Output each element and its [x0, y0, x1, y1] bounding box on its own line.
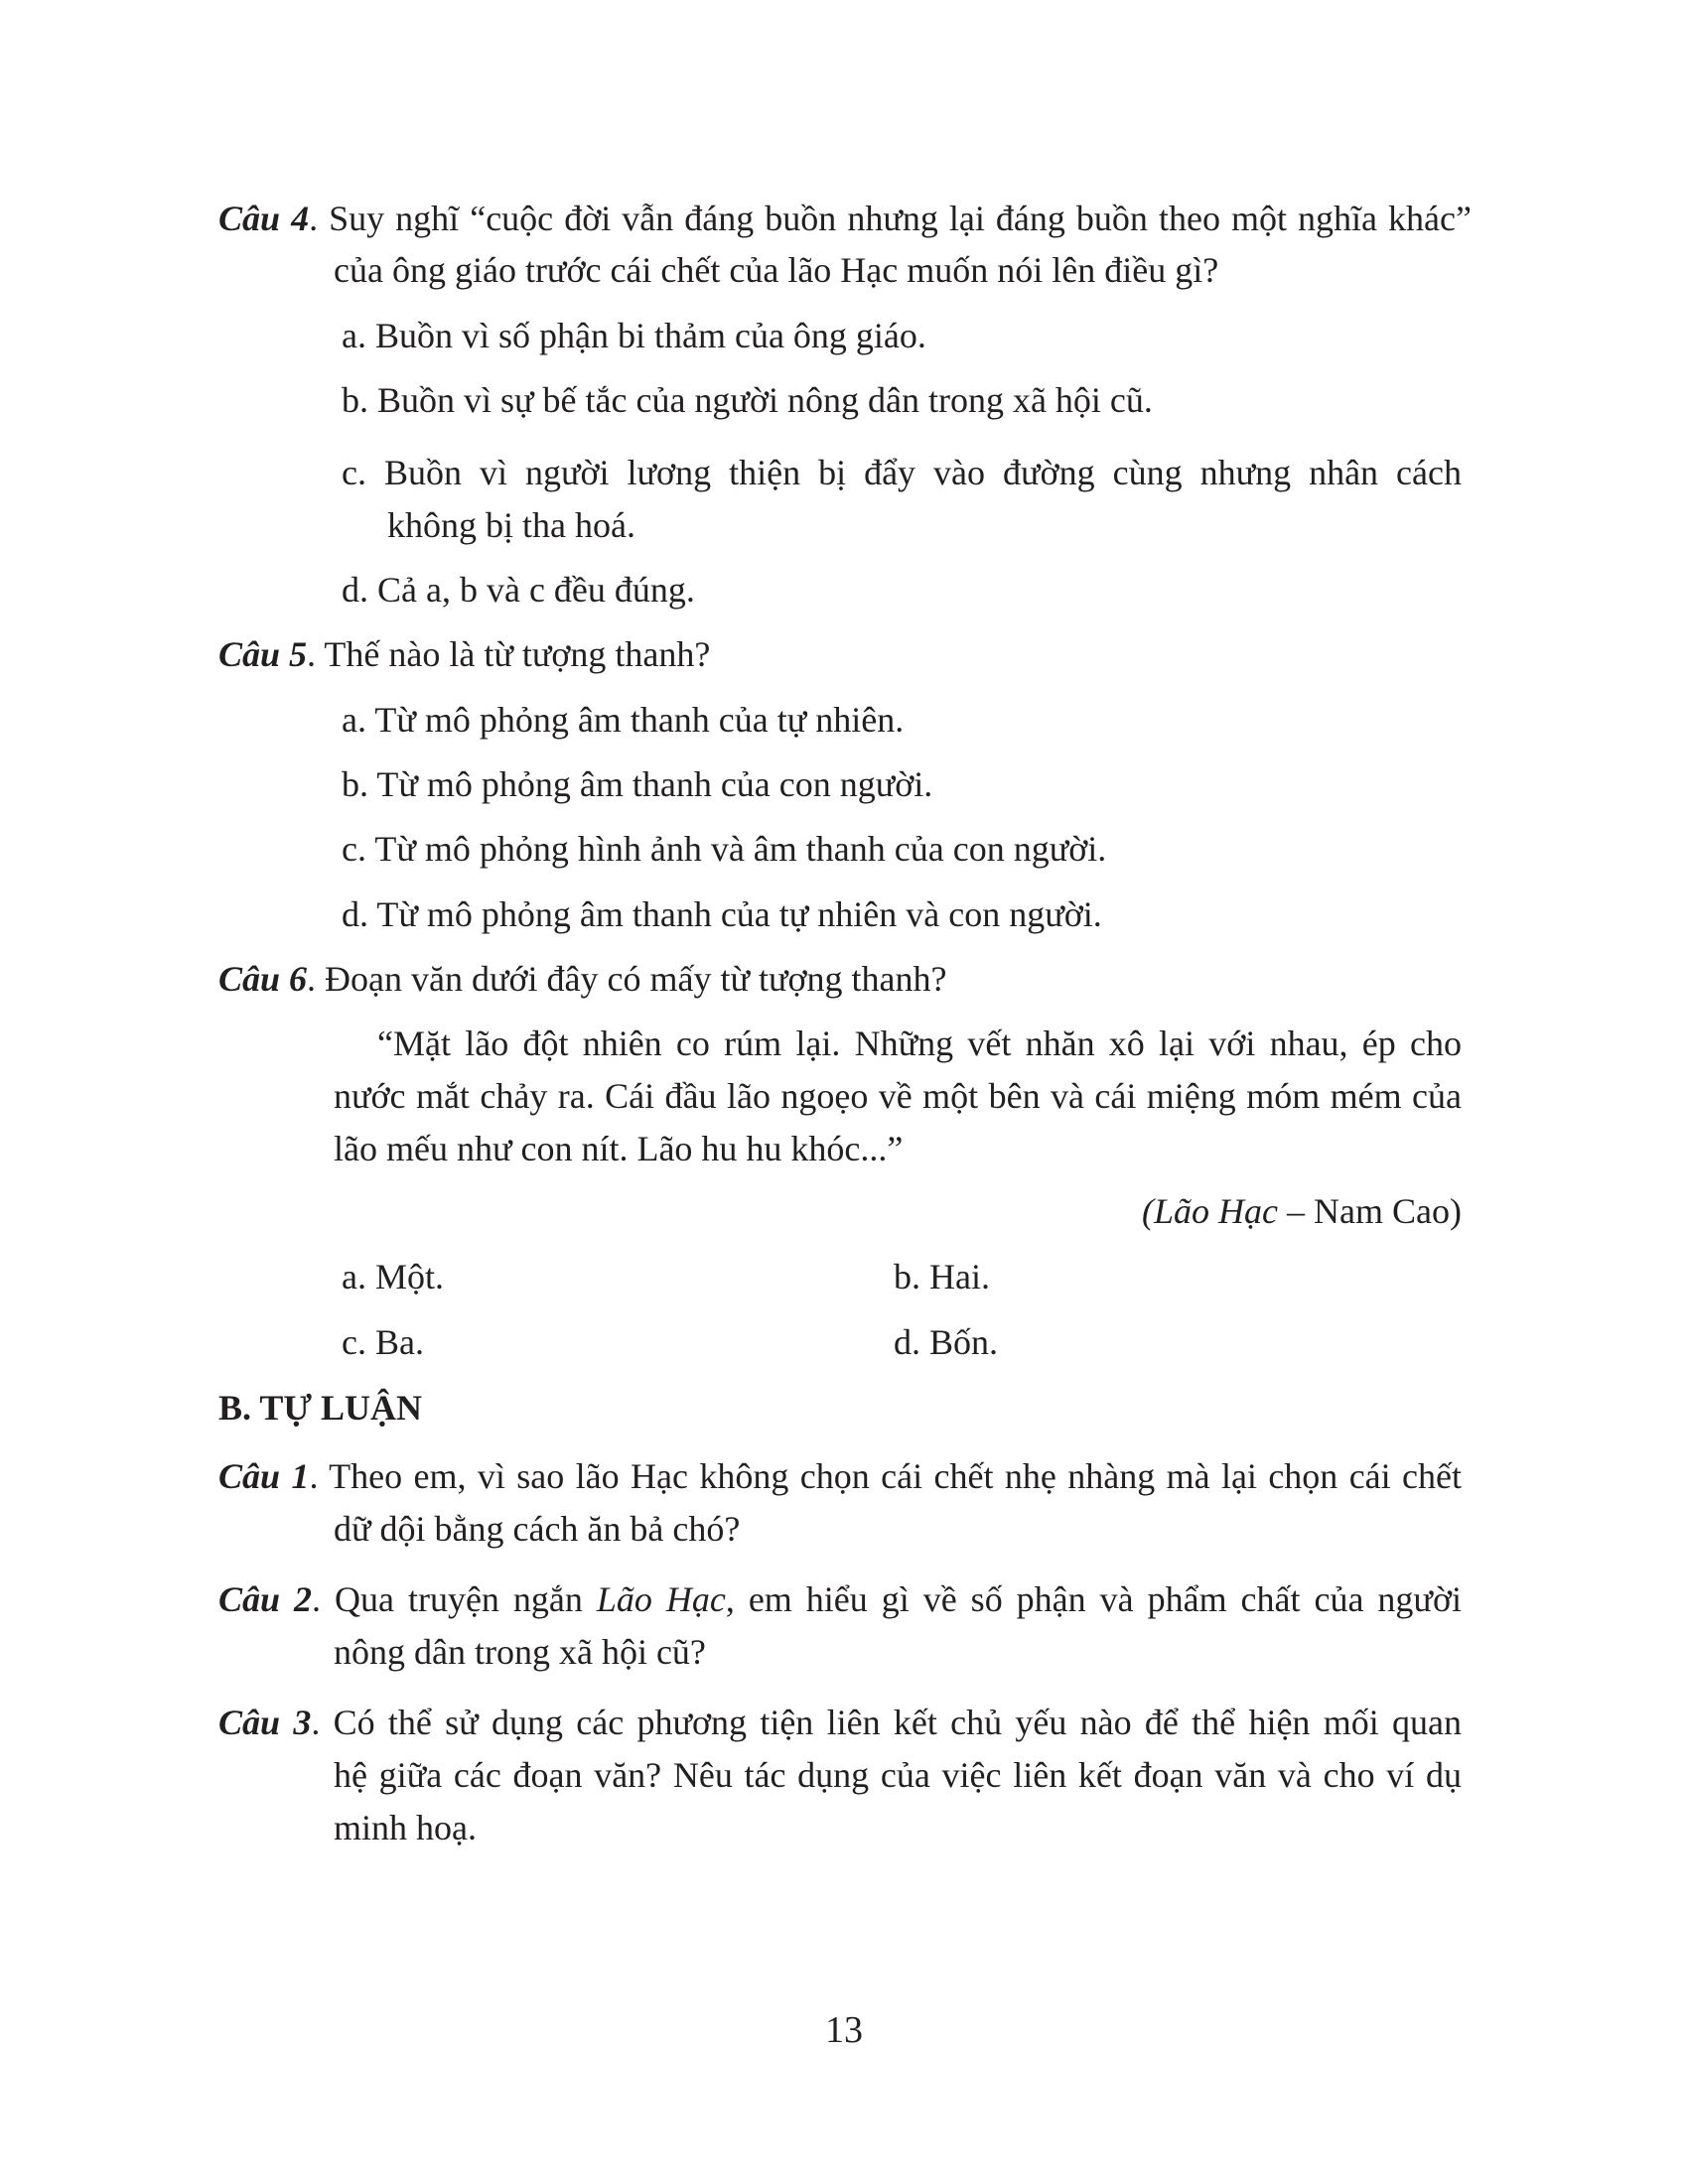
q6-text: . Đoạn văn dưới đây có mấy từ tượng thanh? [307, 959, 947, 999]
b-q2-label: Câu 2 [218, 1579, 313, 1619]
q5-label: Câu 5 [218, 634, 308, 674]
b-q1-label: Câu 1 [218, 1456, 310, 1496]
q6-option-a: a. Một. [342, 1257, 444, 1297]
b-q3-text-line3: minh hoạ. [334, 1808, 477, 1847]
q6-quote-line2: nước mắt chảy ra. Cái đầu lão ngoẹo về một bên và cái miệng móm mém của [334, 1076, 1462, 1116]
q4-option-b: b. Buồn vì sự bế tắc của người nông dân trong xã hội cũ. [342, 380, 1153, 420]
b-q2-text-pre: . Qua truyện ngắn [312, 1579, 597, 1619]
q6-source-title: Lão Hạc [1154, 1191, 1279, 1231]
q4-option-c-line2: không bị tha hoá. [387, 505, 635, 545]
q6-source [1142, 1189, 1462, 1233]
b-q1-text-line2: dữ dội bằng cách ăn bả chó? [334, 1509, 741, 1549]
q6-option-c: c. Ba. [342, 1322, 424, 1362]
q6-source-rest: – Nam Cao) [1278, 1191, 1462, 1231]
b-q1-line1 [218, 1454, 1462, 1498]
b-q1-text-line1: . Theo em, vì sao lão Hạc không chọn cái chết nhẹ nhàng mà lại chọn cái chết [309, 1456, 1463, 1496]
q4-option-a: a. Buồn vì số phận bi thảm của ông giáo. [342, 316, 926, 355]
b-q2-text-post: , em hiểu gì về số phận và phẩm chất của người [725, 1579, 1462, 1619]
q5-line [218, 632, 710, 676]
b-q2-text-title: Lão Hạc [596, 1579, 726, 1619]
q4-option-c-line1: c. Buồn vì người lương thiện bị đẩy vào đường cùng nhưng nhân cách [342, 453, 1462, 492]
q4-label: Câu 4 [218, 199, 310, 238]
q6-line [218, 957, 947, 1001]
q5-option-a: a. Từ mô phỏng âm thanh của tự nhiên. [342, 700, 905, 740]
q6-source-open: ( [1142, 1191, 1155, 1231]
q6-option-d: d. Bốn. [894, 1322, 999, 1362]
q5-option-d: d. Từ mô phỏng âm thanh của tự nhiên và con người. [342, 894, 1102, 934]
b-q3-text-line1: . Có thể sử dụng các phương tiện liên kết chủ yếu nào để thể hiện mối quan [311, 1703, 1462, 1742]
q6-quote-line1: “Mặt lão đột nhiên co rúm lại. Những vết nhăn xô lại với nhau, ép cho [377, 1024, 1462, 1063]
q5-option-b: b. Từ mô phỏng âm thanh của con người. [342, 764, 933, 804]
b-q2-text-line2: nông dân trong xã hội cũ? [334, 1632, 706, 1672]
q4-line1 [218, 197, 1472, 240]
q6-label: Câu 6 [218, 959, 308, 999]
b-q3-line1 [218, 1701, 1462, 1744]
section-b-heading: B. TỰ LUẬN [218, 1388, 423, 1428]
b-q2-line1 [218, 1577, 1462, 1621]
q6-quote-line3: lão mếu như con nít. Lão hu hu khóc...” [334, 1129, 904, 1168]
q5-option-c: c. Từ mô phỏng hình ảnh và âm thanh của con người. [342, 829, 1107, 869]
q4-text-line2: của ông giáo trước cái chết của lão Hạc muốn nói lên điều gì? [334, 250, 1219, 290]
q5-text: . Thế nào là từ tượng thanh? [307, 634, 711, 674]
b-q3-label: Câu 3 [218, 1703, 312, 1742]
q4-text-line1: . Suy nghĩ “cuộc đời vẫn đáng buồn nhưng lại đáng buồn theo một nghĩa khác” [309, 199, 1472, 238]
q4-option-d: d. Cả a, b và c đều đúng. [342, 570, 695, 610]
b-q3-text-line2: hệ giữa các đoạn văn? Nêu tác dụng của việc liên kết đoạn văn và cho ví dụ [334, 1755, 1462, 1795]
q6-option-b: b. Hai. [894, 1257, 990, 1297]
page-number: 13 [825, 2009, 863, 2051]
